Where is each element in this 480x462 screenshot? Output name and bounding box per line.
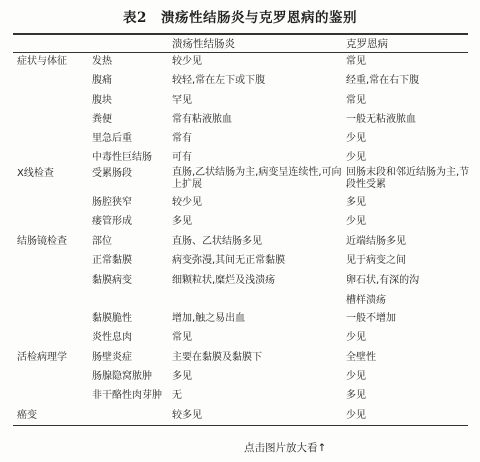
cd-cell: 经重,常在右下腹 bbox=[346, 75, 420, 86]
ucs-cell: 可有 bbox=[172, 152, 192, 163]
ucs-cell: 罕见 bbox=[172, 95, 192, 106]
ucs-cell: 直肠、乙状结肠多见 bbox=[172, 236, 262, 247]
cd-cell: 少见 bbox=[346, 410, 366, 421]
ucs-cell: 较少见 bbox=[172, 197, 202, 208]
header-ucs: 溃疡性结肠炎 bbox=[172, 38, 235, 50]
ucs-cell: 较轻,常在左下或下腹 bbox=[172, 75, 266, 86]
feature-cell: 肠腔狭窄 bbox=[92, 197, 132, 208]
cd-cell: 见于病变之间 bbox=[346, 255, 406, 266]
feature-cell: 非干酪性肉芽肿 bbox=[92, 390, 162, 401]
feature-cell: 腹块 bbox=[92, 95, 112, 106]
ucs-cell: 多见 bbox=[172, 371, 192, 382]
feature-cell: 里急后重 bbox=[92, 133, 132, 144]
cd-cell: 多见 bbox=[346, 390, 366, 401]
cd-cell: 回肠末段和邻近结肠为主,节段性受累 bbox=[346, 167, 470, 190]
feature-cell: 肠腺隐窝脓肿 bbox=[92, 371, 152, 382]
cd-cell: 少见 bbox=[346, 216, 366, 227]
ucs-cell: 无 bbox=[172, 390, 182, 401]
feature-cell: 腹痛 bbox=[92, 75, 112, 86]
ucs-cell: 常有 bbox=[172, 133, 192, 144]
ucs-cell: 常见 bbox=[172, 332, 192, 343]
feature-cell: 黏膜脆性 bbox=[92, 313, 132, 324]
cd-cell: 少见 bbox=[346, 152, 366, 163]
category-cell: 症状与体征 bbox=[17, 56, 67, 67]
enlarge-caption[interactable]: 点击图片放大看↑ bbox=[244, 442, 327, 454]
feature-cell: 正常黏膜 bbox=[92, 255, 132, 266]
ucs-cell: 增加,触之易出血 bbox=[172, 313, 246, 324]
cd-cell: 少见 bbox=[346, 133, 366, 144]
ucs-cell: 较少见 bbox=[172, 56, 202, 67]
category-cell: X线检查 bbox=[17, 168, 54, 179]
header-rule bbox=[13, 52, 468, 53]
feature-cell: 瘘管形成 bbox=[92, 216, 132, 227]
cd-cell: 少见 bbox=[346, 332, 366, 343]
cd-cell: 槽样溃疡 bbox=[346, 295, 386, 306]
category-cell: 活检病理学 bbox=[17, 352, 67, 363]
ucs-cell: 直肠,乙状结肠为主,病变呈连续性,可向上扩展 bbox=[172, 167, 342, 190]
feature-cell: 部位 bbox=[92, 236, 112, 247]
table-title: 表2 溃疡性结肠炎与克罗恩病的鉴别 bbox=[123, 10, 357, 26]
ucs-cell: 病变弥漫,其间无正常黏膜 bbox=[172, 255, 286, 266]
cd-cell: 全壁性 bbox=[346, 352, 376, 363]
cd-cell: 近端结肠多见 bbox=[346, 236, 406, 247]
category-cell: 癌变 bbox=[17, 410, 37, 421]
cd-cell: 卵石状,有深的沟 bbox=[346, 275, 420, 286]
ucs-cell: 常有粘液脓血 bbox=[172, 114, 232, 125]
ucs-cell: 多见 bbox=[172, 216, 192, 227]
cd-cell: 多见 bbox=[346, 197, 366, 208]
cd-cell: 一般无粘液脓血 bbox=[346, 114, 416, 125]
cd-cell: 常见 bbox=[346, 95, 366, 106]
feature-cell: 中毒性巨结肠 bbox=[92, 152, 152, 163]
feature-cell: 炎性息肉 bbox=[92, 332, 132, 343]
ucs-cell: 主要在黏膜及黏膜下 bbox=[172, 352, 262, 363]
category-cell: 结肠镜检查 bbox=[17, 236, 67, 247]
bottom-rule bbox=[13, 425, 468, 426]
feature-cell: 黏膜病变 bbox=[92, 275, 132, 286]
ucs-cell: 细颗粒状,糜烂及浅溃疡 bbox=[172, 275, 276, 286]
feature-cell: 粪便 bbox=[92, 114, 112, 125]
cd-cell: 一般不增加 bbox=[346, 313, 396, 324]
feature-cell: 受累肠段 bbox=[92, 168, 132, 179]
ucs-cell: 较多见 bbox=[172, 410, 202, 421]
feature-cell: 发热 bbox=[92, 56, 112, 67]
feature-cell: 肠壁炎症 bbox=[92, 352, 132, 363]
top-rule bbox=[13, 33, 468, 35]
cd-cell: 少见 bbox=[346, 371, 366, 382]
cd-cell: 常见 bbox=[346, 56, 366, 67]
header-cd: 克罗恩病 bbox=[346, 38, 388, 50]
